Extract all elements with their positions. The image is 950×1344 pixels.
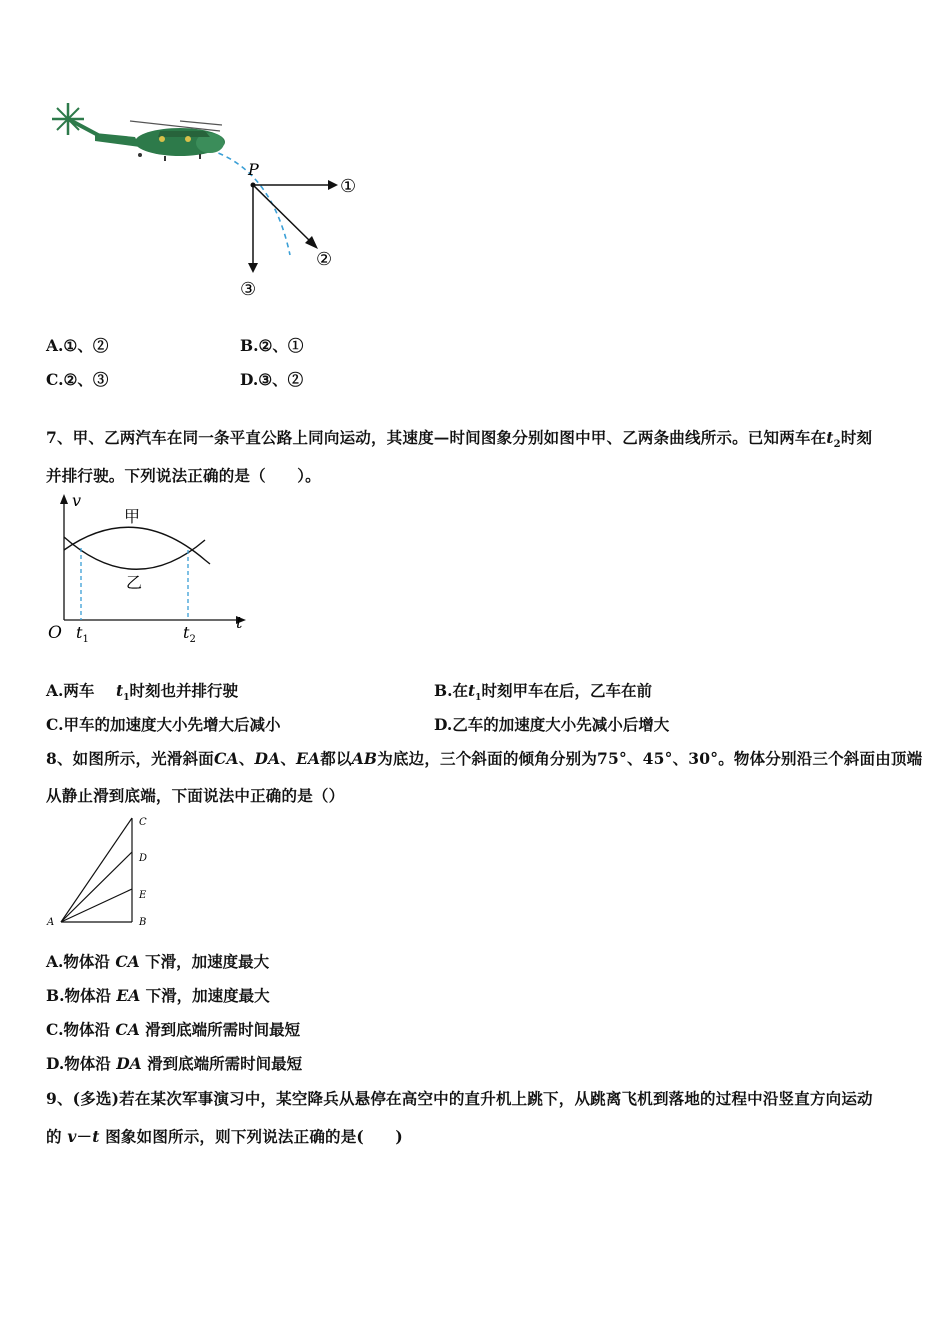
arrow-3-label: ③ [240,279,257,300]
q8-option-a: A.物体沿 CA 下滑，加速度最大 [46,952,270,971]
point-c-label: C [139,817,147,828]
helicopter-icon [52,103,225,161]
point-e-label: E [139,890,147,901]
t-axis-label: t [236,613,243,632]
q6-option-c: C.②、③ [46,370,109,389]
q6-option-a: A.①、② [46,336,109,355]
t2-label: $t_2$ [183,623,196,645]
q9-stem-line1: 9、(多选)若在某次军事演习中，某空降兵从悬停在高空中的直升机上跳下，从跳离飞机到落地的过程中沿竖直方向运动 [46,1089,873,1108]
arrow-1-label: ① [340,176,357,197]
point-d-label: D [139,853,148,864]
point-b-label: B [139,917,147,928]
q7-vt-graph [40,490,260,650]
q8-incline-figure [44,812,164,932]
q7-option-a: A.两车 $t_1$时刻也并排行驶 [46,681,238,704]
q8-option-d: D.物体沿 DA 滑到底端所需时间最短 [46,1054,303,1073]
q6-option-b: B.②、① [240,336,304,355]
curve-yi [64,537,205,569]
q7-stem-line1: 7、甲、乙两汽车在同一条平直公路上同向运动，其速度—时间图象分别如图中甲、乙两条曲线所示。已知两车在$t_2$时刻 [46,428,873,451]
helicopter-figure [40,95,380,310]
q6-option-d: D.③、② [240,370,304,389]
point-p-label: P [248,160,259,179]
curve-jia-label: 甲 [124,507,141,526]
origin-label: O [48,623,62,643]
q8-option-b: B.物体沿 EA 下滑，加速度最大 [46,986,270,1005]
point-a-label: A [47,917,55,928]
q9-stem-line2: 的 v－t 图象如图所示，则下列说法正确的是( ) [46,1127,403,1146]
arrow-2-label: ② [316,249,333,270]
t1-label: $t_1$ [76,623,89,645]
q8-stem-line2: 从静止滑到底端，下面说法中正确的是（） [46,786,345,805]
q8-option-c: C.物体沿 CA 滑到底端所需时间最短 [46,1020,301,1039]
q7-option-b: B.在$t_1$时刻甲车在后，乙车在前 [434,681,652,704]
v-axis-label: v [72,491,82,510]
q8-stem-line1: 8、如图所示，光滑斜面CA、DA、EA都以AB为底边，三个斜面的倾角分别为75°、45°、30°。物体分别沿三个斜面由顶端 [46,749,923,768]
q7-option-c: C.甲车的加速度大小先增大后减小 [46,715,281,734]
q7-stem-line2: 并排行驶。下列说法正确的是（ ）。 [46,466,321,485]
curve-yi-label: 乙 [126,573,143,592]
q7-option-d: D.乙车的加速度大小先减小后增大 [434,715,670,734]
